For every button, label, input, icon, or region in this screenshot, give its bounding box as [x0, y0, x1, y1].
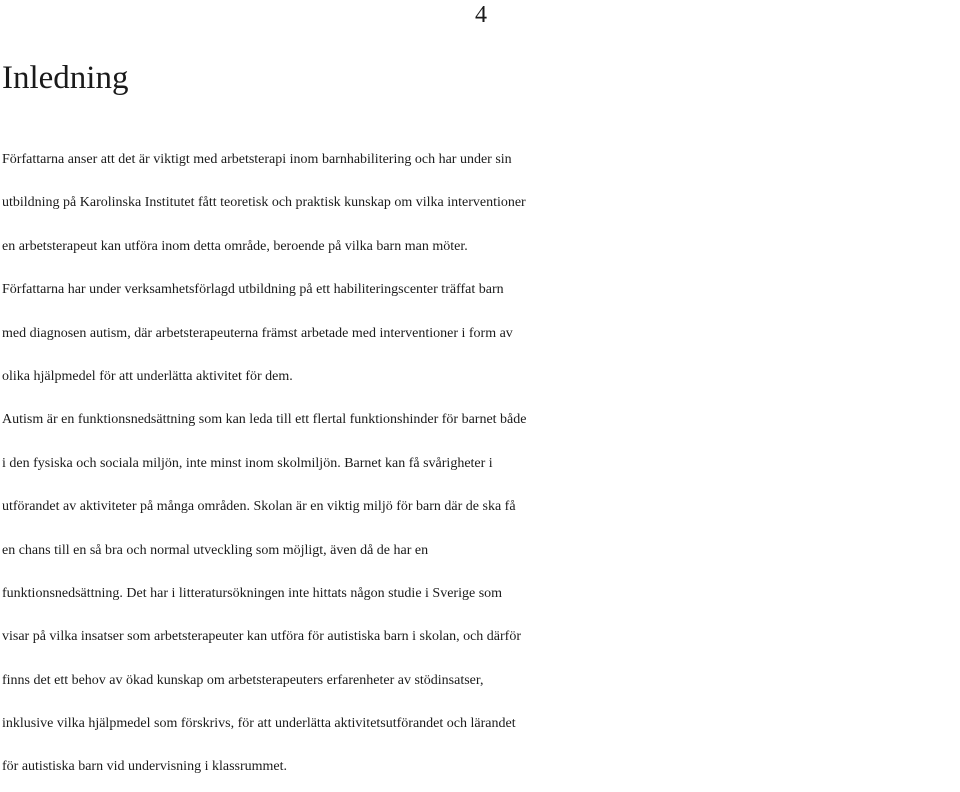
text-line: en chans till en så bra och normal utveckling som möjligt, även då de har en — [2, 542, 429, 558]
page-number: 4 — [475, 2, 487, 28]
text-line: utförandet av aktiviteter på många områden. Skolan är en viktig miljö för barn där de ska få — [2, 499, 516, 515]
text-line: en arbetsterapeut kan utföra inom detta område, beroende på vilka barn man möter. — [2, 238, 468, 254]
text-line: olika hjälpmedel för att underlätta aktivitet för dem. — [2, 368, 293, 384]
text-line: med diagnosen autism, där arbetsterapeuterna främst arbetade med interventioner i form av — [2, 325, 513, 341]
text-line: inklusive vilka hjälpmedel som förskrivs, för att underlätta aktivitetsutförandet och lärandet — [2, 716, 516, 732]
text-line: Författarna anser att det är viktigt med arbetsterapi inom barnhabilitering och har under sin — [2, 152, 512, 167]
text-line: finns det ett behov av ökad kunskap om arbetsterapeuters erfarenheter av stödinsatser, — [2, 672, 484, 688]
text-line: Författarna har under verksamhetsförlagd utbildning på ett habiliteringscenter träffat barn — [2, 282, 504, 298]
text-line: Autism är en funktionsnedsättning som kan leda till ett flertal funktionshinder för barnet både — [2, 412, 527, 428]
text-line: visar på vilka insatser som arbetsterapeuter kan utföra för autistiska barn i skolan, och därför — [2, 629, 521, 645]
section-heading: Inledning — [2, 60, 129, 96]
text-line: funktionsnedsättning. Det har i litteratursökningen inte hittats någon studie i Sverige som — [2, 585, 503, 601]
text-line: för autistiska barn vid undervisning i klassrummet. — [2, 759, 288, 775]
body-paragraph — [2, 138, 960, 789]
text-line: utbildning på Karolinska Institutet fått teoretisk och praktisk kunskap om vilka interventioner — [2, 195, 526, 211]
text-line: i den fysiska och sociala miljön, inte minst inom skolmiljön. Barnet kan få svårigheter i — [2, 455, 493, 471]
